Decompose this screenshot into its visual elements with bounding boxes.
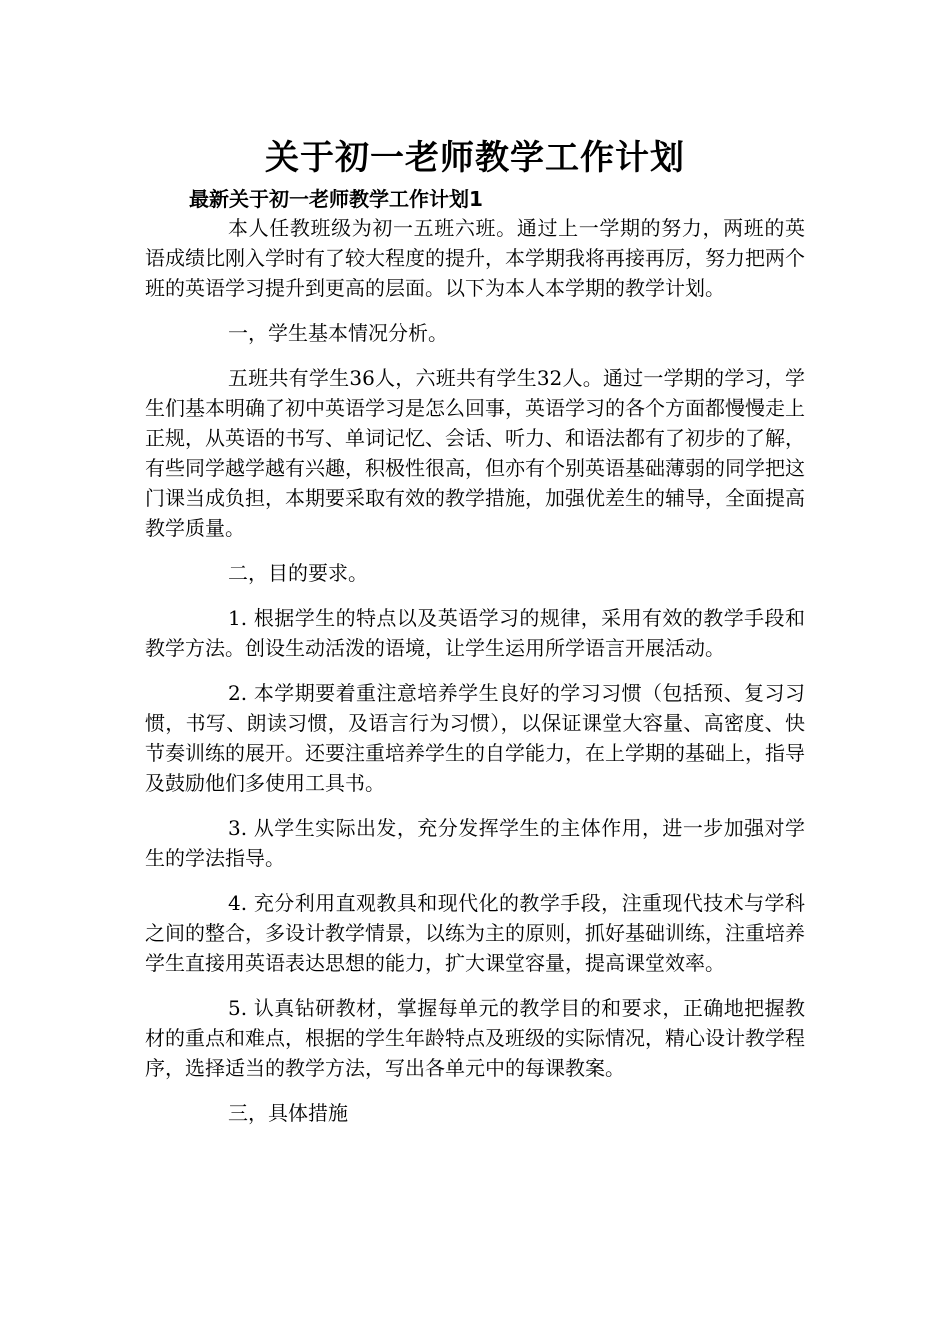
section-heading-3: 三，具体措施 (228, 1101, 348, 1125)
document-body (145, 213, 805, 1143)
section-heading-2: 二，目的要求。 (228, 561, 368, 585)
goal-item-4: 4. 充分利用直观教具和现代化的教学手段，注重现代技术与学科之间的整合，多设计教学情景，以练为主的原则，抓好基础训练，注重培养学生直接用英语表达思想的能力，扩大课堂容量，提高课堂效率。 (145, 891, 805, 975)
goal-item-3: 3. 从学生实际出发，充分发挥学生的主体作用，进一步加强对学生的学法指导。 (145, 816, 805, 870)
intro-paragraph: 本人任教班级为初一五班六班。通过上一学期的努力，两班的英语成绩比刚入学时有了较大程度的提升，本学期我将再接再厉，努力把两个班的英语学习提升到更高的层面。以下为本人本学期的教学计划。 (145, 216, 805, 300)
goal-item-1: 1. 根据学生的特点以及英语学习的规律，采用有效的教学手段和教学方法。创设生动活泼的语境，让学生运用所学语言开展活动。 (145, 606, 805, 660)
document-subtitle: 最新关于初一老师教学工作计划1 (189, 187, 483, 211)
goal-item-5: 5. 认真钻研教材，掌握每单元的教学目的和要求，正确地把握教材的重点和难点，根据的学生年龄特点及班级的实际情况，精心设计教学程序，选择适当的教学方法，写出各单元中的每课教案。 (145, 996, 805, 1080)
goal-item-2: 2. 本学期要着重注意培养学生良好的学习习惯（包括预、复习习惯，书写、朗读习惯，及语言行为习惯），以保证课堂大容量、高密度、快节奏训练的展开。还要注重培养学生的自学能力，在上学期的基础上，指导及鼓励他们多使用工具书。 (145, 681, 805, 795)
student-analysis-paragraph: 五班共有学生36人，六班共有学生32人。通过一学期的学习，学生们基本明确了初中英语学习是怎么回事，英语学习的各个方面都慢慢走上正规，从英语的书写、单词记忆、会话、听力、和语法都有了初步的了解，有些同学越学越有兴趣，积极性很高，但亦有个别英语基础薄弱的同学把这门课当成负担，本期要采取有效的教学措施，加强优差生的辅导，全面提高教学质量。 (145, 366, 805, 540)
section-heading-1: 一，学生基本情况分析。 (228, 321, 448, 345)
document-title: 关于初一老师教学工作计划 (265, 138, 685, 178)
